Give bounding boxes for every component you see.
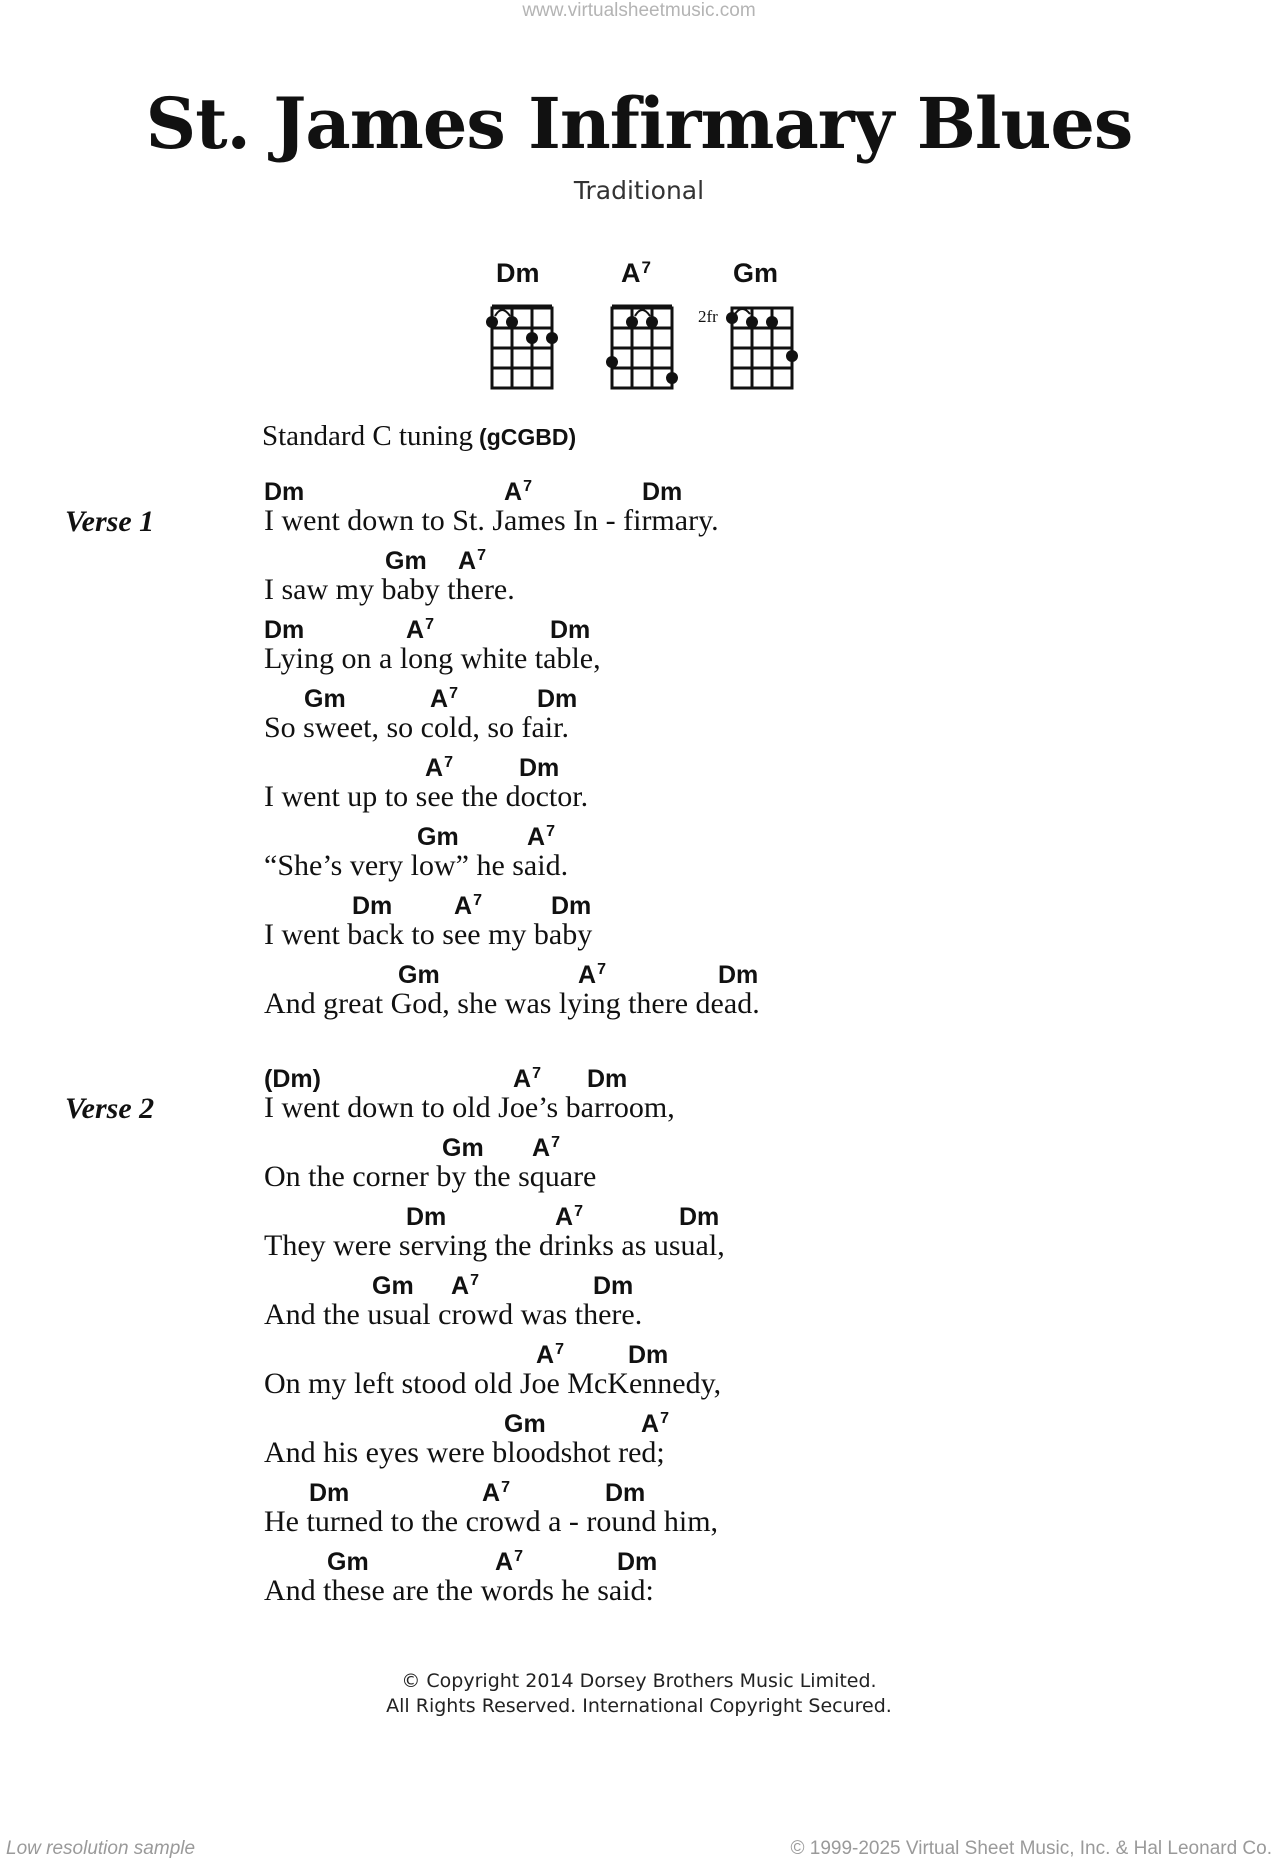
composer: Traditional <box>573 176 705 205</box>
chord: $A^7$ <box>641 1410 669 1438</box>
chord: Gm <box>442 1134 484 1162</box>
chord: $A^7$ <box>527 823 555 851</box>
chord: Dm <box>617 1548 658 1576</box>
chord: Gm <box>372 1272 414 1300</box>
chord: Gm <box>504 1410 546 1438</box>
chord: Dm <box>593 1272 634 1300</box>
copyright-line-1: © Copyright 2014 Dorsey Brothers Music Limited. <box>401 1670 877 1692</box>
chord: $A^7$ <box>504 478 532 506</box>
chord: $A^7$ <box>495 1548 523 1576</box>
chord-diagram-dm <box>486 307 558 388</box>
chord-diagram-name-a7: $A^7$ <box>621 258 651 288</box>
chord: $A^7$ <box>454 892 482 920</box>
lyric-line: I went down to St. James In - firmary. <box>264 504 719 537</box>
chord: Dm <box>628 1341 669 1369</box>
lyric-line: They were serving the drinks as usual, <box>264 1229 725 1262</box>
lyric-line: Lying on a long white table, <box>264 642 601 675</box>
verse-1-label: Verse 1 <box>65 505 155 538</box>
lyric-line: I went back to see my baby <box>264 918 593 951</box>
chord: Dm <box>352 892 393 920</box>
low-resolution-notice: Low resolution sample <box>6 1838 196 1859</box>
chord: $A^7$ <box>406 616 434 644</box>
chord-diagram-gm <box>726 308 798 388</box>
verse-2-label: Verse 2 <box>65 1092 155 1125</box>
chord: Dm <box>679 1203 720 1231</box>
lyric-line: So sweet, so cold, so fair. <box>264 711 569 744</box>
lyric-line: I saw my baby there. <box>264 573 515 606</box>
footer-copyright: © 1999-2025 Virtual Sheet Music, Inc. & Hal Leonard Co. <box>790 1838 1272 1859</box>
lyric-line: And these are the words he said: <box>264 1574 654 1607</box>
chord: $A^7$ <box>451 1272 479 1300</box>
lyric-line: He turned to the crowd a - round him, <box>264 1505 719 1538</box>
copyright-line-2: All Rights Reserved. International Copyright Secured. <box>386 1695 892 1717</box>
chord: Dm <box>309 1479 350 1507</box>
chord: Dm <box>605 1479 646 1507</box>
lyric-line: I went down to old Joe’s barroom, <box>264 1091 675 1124</box>
tuning-line: Standard C tuning (gCGBD) <box>262 420 577 452</box>
chord: Dm <box>537 685 578 713</box>
chord: Gm <box>385 547 427 575</box>
chord: Dm <box>519 754 560 782</box>
chord-diagram-name-gm: Gm <box>733 258 779 288</box>
site-url: www.virtualsheetmusic.com <box>522 0 756 21</box>
chord: Gm <box>417 823 459 851</box>
fret-position-label: 2fr <box>698 307 718 326</box>
chord-diagrams <box>480 300 810 400</box>
chord: Dm <box>550 616 591 644</box>
chord: Dm <box>551 892 592 920</box>
chord: $A^7$ <box>555 1203 583 1231</box>
chord: $A^7$ <box>578 961 606 989</box>
song-title: St. James Infirmary Blues <box>145 82 1133 165</box>
lyric-line: And his eyes were bloodshot red; <box>264 1436 665 1469</box>
chord: Dm <box>718 961 759 989</box>
chord: Gm <box>304 685 346 713</box>
chord: $A^7$ <box>458 547 486 575</box>
chord: Dm <box>264 478 305 506</box>
lyric-line: On my left stood old Joe McKennedy, <box>264 1367 722 1400</box>
chord: $A^7$ <box>532 1134 560 1162</box>
chord: Dm <box>587 1065 628 1093</box>
lyric-line: I went up to see the doctor. <box>264 780 589 813</box>
chord: $A^7$ <box>513 1065 541 1093</box>
chord: $A^7$ <box>425 754 453 782</box>
lyric-line: And the usual crowd was there. <box>264 1298 643 1331</box>
chord: $A^7$ <box>536 1341 564 1369</box>
chord-diagram-name-dm: Dm <box>496 258 540 288</box>
chord: (Dm) <box>264 1065 321 1093</box>
lyric-line: “She’s very low” he said. <box>264 849 569 882</box>
chord: Dm <box>642 478 683 506</box>
chord: Dm <box>264 616 305 644</box>
chord: Gm <box>398 961 440 989</box>
chord-diagram-a7 <box>606 307 678 388</box>
chord: Gm <box>327 1548 369 1576</box>
chord: $A^7$ <box>482 1479 510 1507</box>
lyric-line: On the corner by the square <box>264 1160 597 1193</box>
chord: $A^7$ <box>430 685 458 713</box>
lyric-line: And great God, she was lying there dead. <box>264 987 760 1020</box>
chord: Dm <box>406 1203 447 1231</box>
